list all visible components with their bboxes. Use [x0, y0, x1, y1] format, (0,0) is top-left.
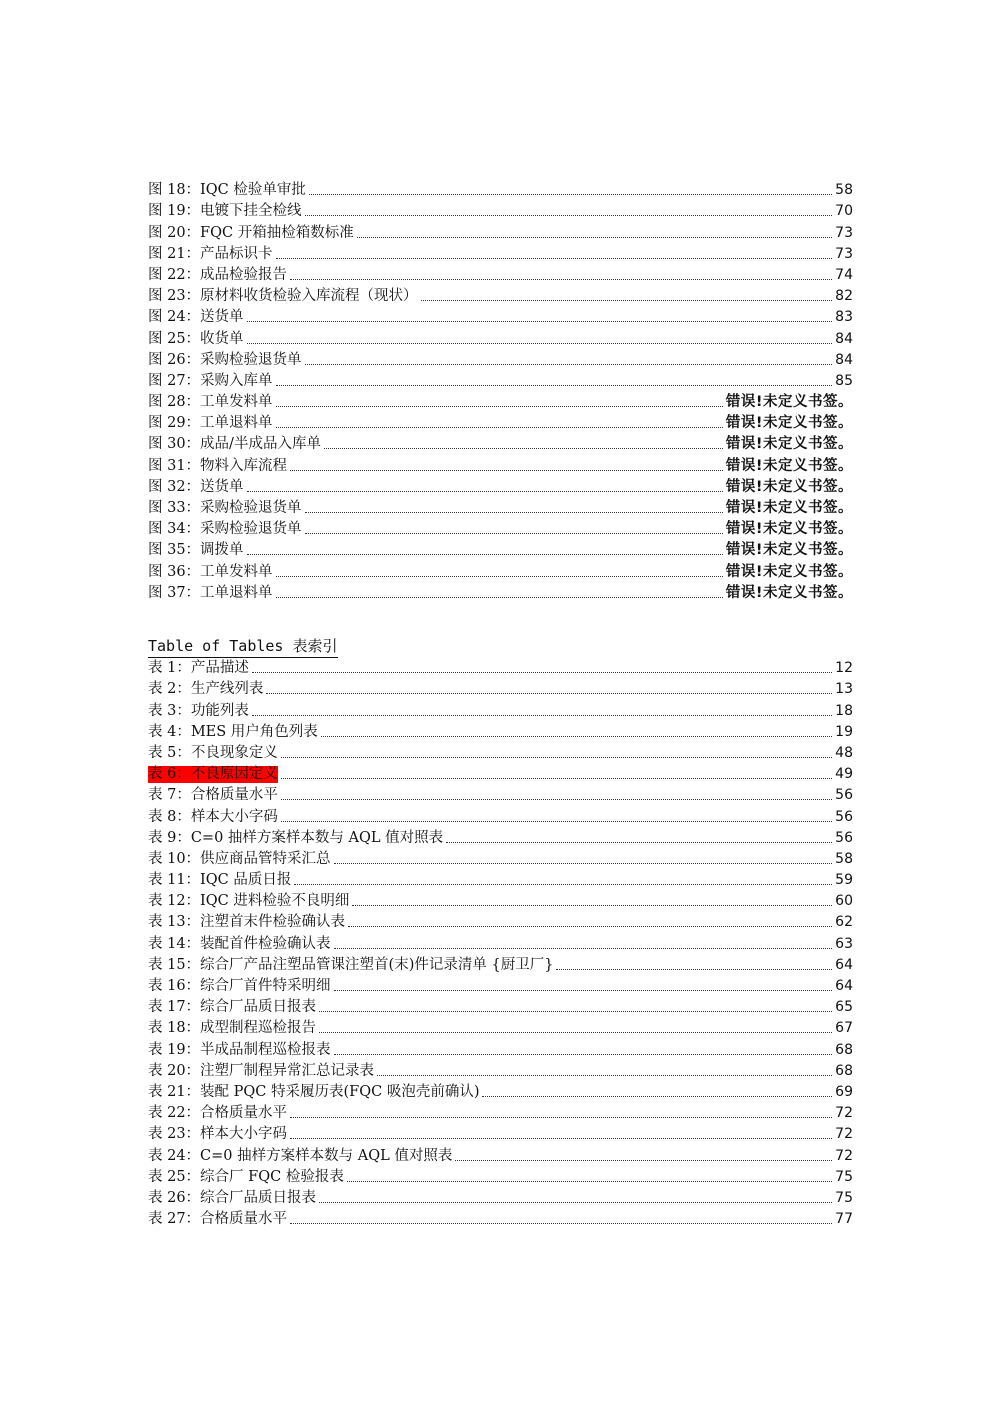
tables-index-heading: Table of Tables 表索引 [148, 635, 338, 658]
figure-entry[interactable] [148, 559, 853, 580]
dot-leader [290, 279, 832, 280]
dot-leader [281, 778, 832, 779]
figure-entry[interactable] [148, 496, 853, 517]
dot-leader [319, 1202, 832, 1203]
figure-entry-label: 图 36：工单发料单 [148, 563, 273, 580]
table-entry-label: 表 14：装配首件检验确认表 [148, 935, 331, 952]
table-entry[interactable] [148, 868, 853, 889]
table-entry[interactable] [148, 847, 853, 868]
figure-entry-label: 图 30：成品/半成品入库单 [148, 436, 321, 453]
table-entry-label: 表 13：注塑首末件检验确认表 [148, 914, 346, 931]
page-number: 75 [835, 1168, 853, 1185]
dot-leader [421, 300, 833, 301]
table-entry-label: 表 22：合格质量水平 [148, 1105, 288, 1122]
table-entry[interactable] [148, 974, 853, 995]
figure-entry-label: 图 21：产品标识卡 [148, 245, 273, 262]
page-number: 69 [835, 1083, 853, 1100]
table-entry-label: 表 6：不良原因定义 [148, 766, 278, 783]
table-entry[interactable] [148, 762, 853, 783]
page-number: 84 [835, 330, 853, 347]
table-entry-label: 表 19：半成品制程巡检报表 [148, 1041, 331, 1058]
page-number: 58 [835, 850, 853, 867]
dot-leader [247, 321, 833, 322]
dot-leader [324, 448, 723, 449]
figure-entry[interactable] [148, 305, 853, 326]
page-number: 49 [835, 766, 853, 783]
dot-leader [290, 470, 723, 471]
dot-leader [290, 1138, 832, 1139]
figure-entry[interactable] [148, 263, 853, 284]
table-entry-label: 表 21：装配 PQC 特采履历表(FQC 吸泡壳前确认) [148, 1083, 480, 1100]
page-number: 74 [835, 266, 853, 283]
dot-leader [247, 554, 723, 555]
dot-leader [305, 215, 833, 216]
table-entry-label: 表 1：产品描述 [148, 660, 249, 677]
bookmark-error-text: 错误!未定义书签。 [725, 436, 853, 453]
bookmark-error-text: 错误!未定义书签。 [725, 415, 853, 432]
table-entry-label: 表 9：C=0 抽样方案样本数与 AQL 值对照表 [148, 829, 444, 846]
dot-leader [319, 1032, 832, 1033]
dot-leader [377, 1075, 832, 1076]
figure-entry-label: 图 23：原材料收货检验入库流程（现状） [148, 288, 418, 305]
figure-entry-label: 图 29：工单退料单 [148, 415, 273, 432]
page-number: 73 [835, 245, 853, 262]
table-entry[interactable] [148, 1143, 853, 1164]
table-of-tables [148, 656, 853, 1228]
table-entry-label: 表 17：综合厂品质日报表 [148, 999, 317, 1016]
bookmark-error-text: 错误!未定义书签。 [725, 521, 853, 538]
figure-entry-label: 图 25：收货单 [148, 330, 244, 347]
table-entry-label: 表 23：样本大小字码 [148, 1126, 288, 1143]
figure-entry[interactable] [148, 517, 853, 538]
table-entry[interactable] [148, 1122, 853, 1143]
figure-entry-label: 图 37：工单退料单 [148, 584, 273, 601]
figure-entry[interactable] [148, 284, 853, 305]
figure-entry-label: 图 31：物料入库流程 [148, 457, 288, 474]
table-entry[interactable] [148, 656, 853, 677]
table-entry[interactable] [148, 1165, 853, 1186]
figure-entry[interactable] [148, 432, 853, 453]
bookmark-error-text: 错误!未定义书签。 [725, 500, 853, 516]
dot-leader [305, 512, 723, 513]
page-number: 63 [835, 935, 853, 952]
table-entry-label: 表 27：合格质量水平 [148, 1211, 288, 1228]
dot-leader [334, 990, 833, 991]
dot-leader [305, 364, 833, 365]
table-entry[interactable] [148, 931, 853, 952]
figure-entry-label: 图 19：电镀下挂全检线 [148, 203, 302, 220]
dot-leader [276, 597, 723, 598]
table-entry-label: 表 8：样本大小字码 [148, 808, 278, 825]
table-entry-label: 表 26：综合厂品质日报表 [148, 1189, 317, 1206]
bookmark-error-text: 错误!未定义书签。 [725, 478, 853, 495]
page-number: 72 [835, 1105, 853, 1122]
figure-entry[interactable] [148, 199, 853, 220]
dot-leader [252, 715, 832, 716]
table-entry[interactable] [148, 1059, 853, 1080]
page-number: 83 [835, 309, 853, 326]
dot-leader [319, 1011, 832, 1012]
figure-entry[interactable] [148, 220, 853, 241]
table-entry-label: 表 15：综合厂产品注塑品管课注塑首(末)件记录清单 {厨卫厂} [148, 956, 554, 973]
table-entry[interactable] [148, 1037, 853, 1058]
dot-leader [556, 969, 832, 970]
dot-leader [347, 1181, 832, 1182]
page-number: 75 [835, 1189, 853, 1206]
page-number: 48 [835, 744, 853, 761]
table-entry[interactable] [148, 783, 853, 804]
dot-leader [276, 427, 723, 428]
dot-leader [348, 926, 832, 927]
table-entry[interactable] [148, 720, 853, 741]
page-number: 18 [835, 702, 853, 719]
table-entry[interactable] [148, 910, 853, 931]
bookmark-error-text: 错误!未定义书签。 [725, 584, 853, 601]
dot-leader [281, 821, 832, 822]
table-entry[interactable] [148, 889, 853, 910]
figure-entry-label: 图 35：调拨单 [148, 542, 244, 559]
dot-leader [276, 406, 723, 407]
table-entry-label: 表 3：功能列表 [148, 702, 249, 719]
table-entry[interactable] [148, 953, 853, 974]
dot-leader [334, 948, 833, 949]
figure-entry-label: 图 27：采购入库单 [148, 372, 273, 389]
page-number: 67 [835, 1020, 853, 1037]
figure-entry[interactable] [148, 242, 853, 263]
table-entry[interactable] [148, 1080, 853, 1101]
dot-leader [252, 672, 832, 673]
dot-leader [357, 237, 832, 238]
dot-leader [305, 533, 723, 534]
dot-leader [455, 1160, 832, 1161]
table-entry-label: 表 18：成型制程巡检报告 [148, 1020, 317, 1037]
bookmark-error-text: 错误!未定义书签。 [725, 457, 853, 474]
table-entry-label: 表 10：供应商品管特采汇总 [148, 850, 331, 867]
figure-entry-label: 图 22：成品检验报告 [148, 266, 288, 283]
table-entry[interactable] [148, 995, 853, 1016]
table-entry-label: 表 7：合格质量水平 [148, 787, 278, 804]
page-number: 68 [835, 1062, 853, 1079]
dot-leader [321, 736, 832, 737]
dot-leader [281, 799, 832, 800]
bookmark-error-text: 错误!未定义书签。 [725, 542, 853, 559]
page-number: 62 [835, 914, 853, 931]
page-number: 58 [835, 182, 853, 199]
dot-leader [290, 1117, 832, 1118]
table-entry[interactable] [148, 677, 853, 698]
dot-leader [276, 258, 833, 259]
figure-entry-label: 图 28：工单发料单 [148, 394, 273, 411]
figure-entry[interactable] [148, 411, 853, 432]
bookmark-error-text: 错误!未定义书签。 [725, 563, 853, 580]
dot-leader [294, 884, 832, 885]
page-number: 70 [835, 203, 853, 220]
figure-entry[interactable] [148, 390, 853, 411]
dot-leader [334, 1054, 833, 1055]
page-number: 72 [835, 1147, 853, 1164]
page-number: 65 [835, 999, 853, 1016]
table-entry-label: 表 20：注塑厂制程异常汇总记录表 [148, 1062, 375, 1079]
table-entry[interactable] [148, 741, 853, 762]
figure-entry[interactable] [148, 369, 853, 390]
dot-leader [352, 905, 832, 906]
page-number: 73 [835, 224, 853, 241]
dot-leader [266, 693, 832, 694]
page-number: 56 [835, 829, 853, 846]
figure-entry[interactable] [148, 453, 853, 474]
figure-entry-label: 图 32：送货单 [148, 478, 244, 495]
dot-leader [290, 1223, 832, 1224]
figure-entry[interactable] [148, 348, 853, 369]
table-entry-label: 表 4：MES 用户角色列表 [148, 723, 318, 740]
figure-entry[interactable] [148, 581, 853, 602]
bookmark-error-text: 错误!未定义书签。 [725, 394, 853, 411]
table-entry[interactable] [148, 698, 853, 719]
table-entry-label: 表 24：C=0 抽样方案样本数与 AQL 值对照表 [148, 1147, 453, 1164]
table-of-figures [148, 178, 853, 602]
page-number: 56 [835, 808, 853, 825]
figure-entry-label: 图 18：IQC 检验单审批 [148, 182, 306, 199]
table-entry[interactable] [148, 826, 853, 847]
page-number: 12 [835, 660, 853, 677]
dot-leader [334, 863, 833, 864]
dot-leader [281, 757, 832, 758]
page-number: 64 [835, 956, 853, 973]
table-entry-label: 表 12：IQC 进料检验不良明细 [148, 893, 350, 910]
figure-entry-label: 图 20：FQC 开箱抽检箱数标准 [148, 224, 354, 241]
table-entry[interactable] [148, 1207, 853, 1228]
table-entry-label: 表 25：综合厂 FQC 检验报表 [148, 1168, 344, 1185]
dot-leader [446, 842, 832, 843]
dot-leader [276, 576, 723, 577]
table-entry[interactable] [148, 1186, 853, 1207]
figure-entry-label: 图 26：采购检验退货单 [148, 351, 302, 368]
page-number: 84 [835, 351, 853, 368]
figure-entry-label: 图 34：采购检验退货单 [148, 521, 302, 538]
figure-entry[interactable] [148, 475, 853, 496]
table-entry-label: 表 11：IQC 品质日报 [148, 872, 292, 889]
page-number: 85 [835, 372, 853, 389]
dot-leader [247, 491, 723, 492]
table-entry-label: 表 2：生产线列表 [148, 681, 264, 698]
table-entry[interactable] [148, 1101, 853, 1122]
figure-entry[interactable] [148, 178, 853, 199]
table-entry[interactable] [148, 804, 853, 825]
dot-leader [276, 385, 833, 386]
page-number: 77 [835, 1211, 853, 1228]
figure-entry-label: 图 33：采购检验退货单 [148, 500, 302, 516]
page-number: 59 [835, 872, 853, 889]
dot-leader [247, 343, 833, 344]
table-entry-label: 表 5：不良现象定义 [148, 744, 278, 761]
dot-leader [309, 194, 832, 195]
page-number: 72 [835, 1126, 853, 1143]
table-entry-label: 表 16：综合厂首件特采明细 [148, 978, 331, 994]
page-number: 13 [835, 681, 853, 698]
figure-entry-label: 图 24：送货单 [148, 309, 244, 326]
page-number: 56 [835, 787, 853, 804]
page-number: 19 [835, 723, 853, 740]
figure-entry[interactable] [148, 538, 853, 559]
table-entry[interactable] [148, 1016, 853, 1037]
page-number: 68 [835, 1041, 853, 1058]
page-number: 82 [835, 288, 853, 305]
page-number: 60 [835, 893, 853, 910]
page-number: 64 [835, 978, 853, 994]
figure-entry[interactable] [148, 326, 853, 347]
dot-leader [482, 1096, 832, 1097]
